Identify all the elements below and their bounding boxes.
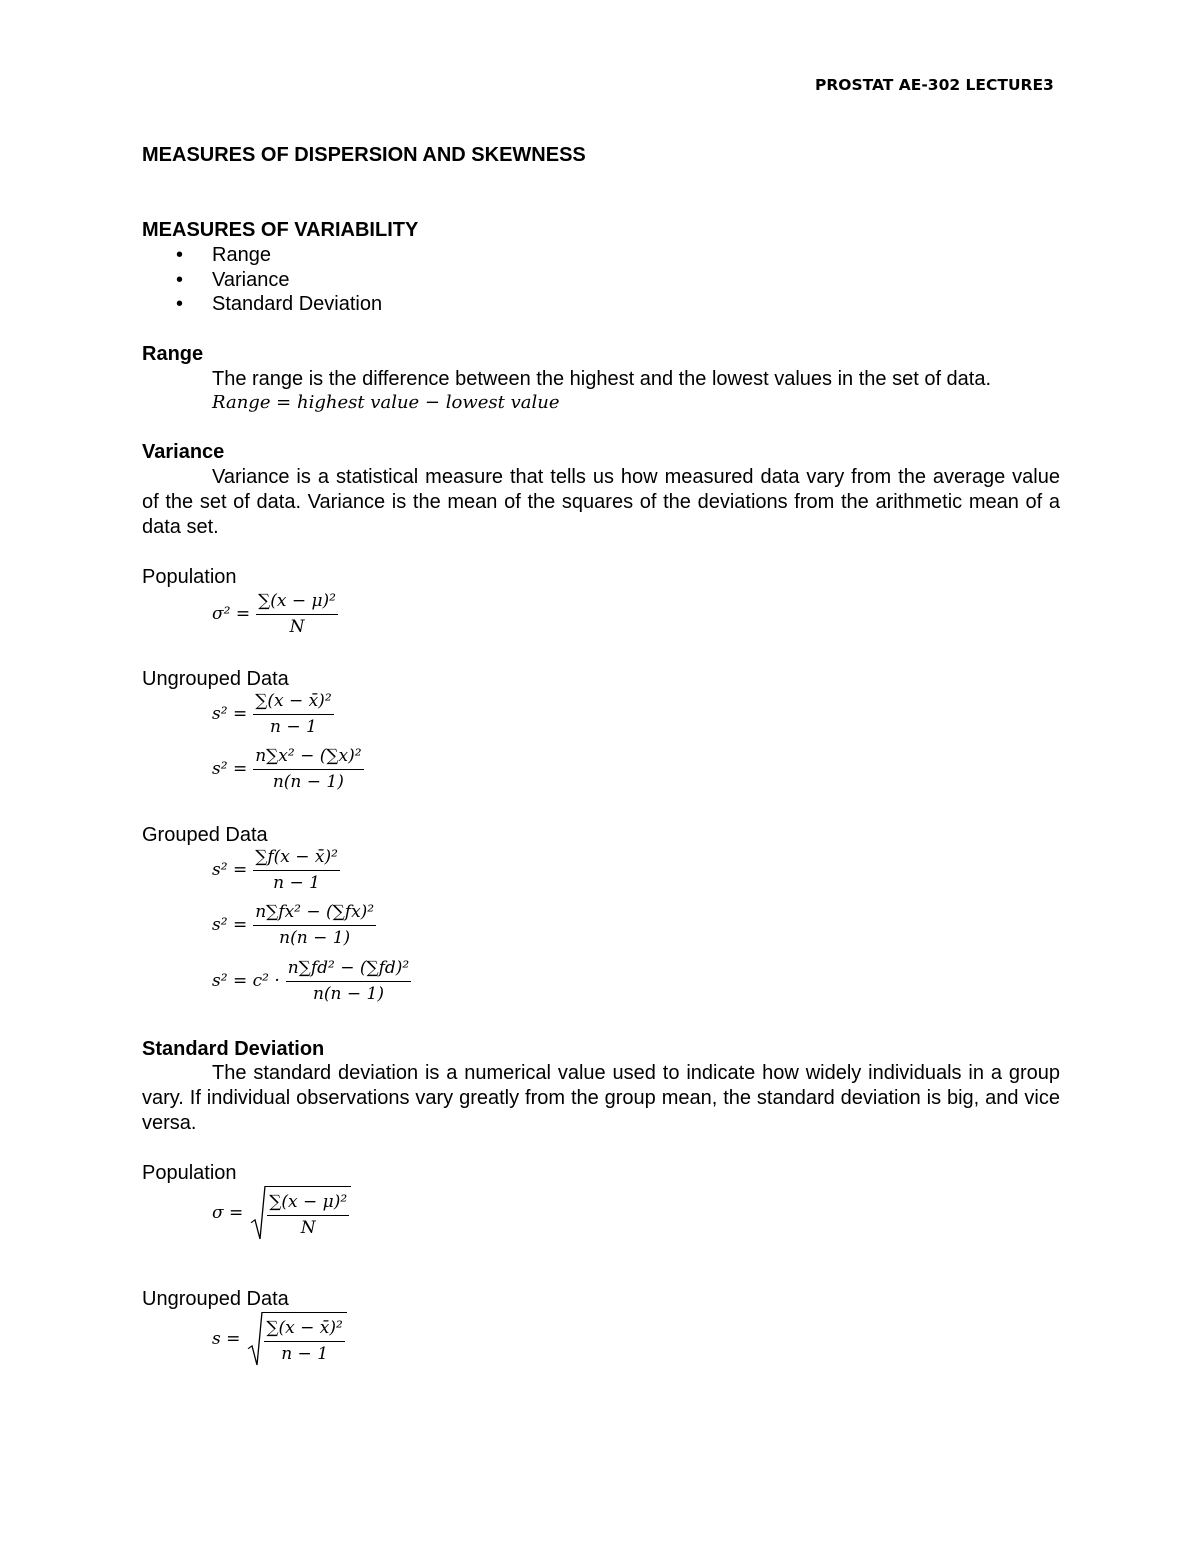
variance-grouped-formula-3 <box>212 957 411 1005</box>
range-formula: Range = highest value − lowest value <box>212 392 560 413</box>
list-item <box>176 268 382 293</box>
std-dev-population-formula <box>212 1186 351 1239</box>
variance-grouped-label: Grouped Data <box>142 824 268 846</box>
formula-fraction <box>253 745 363 793</box>
variance-description: Variance is a statistical measure that tells us how measured data vary from the average value of the set of data. Variance is the mean of the squares of the deviations from the arithmetic mean of a data set. <box>142 466 1060 538</box>
formula-denominator: n(n − 1) <box>312 984 384 1004</box>
variance-ungrouped-label: Ungrouped Data <box>142 668 289 690</box>
formula-fraction <box>286 957 412 1005</box>
radical-sign-icon <box>251 1186 265 1239</box>
formula-lhs: σ² = <box>212 604 251 624</box>
bullet-icon: • <box>176 244 184 266</box>
variance-grouped-formula-2 <box>212 901 376 949</box>
square-root <box>248 1312 346 1365</box>
variance-ungrouped-formula-2 <box>212 745 364 793</box>
range-heading: Range <box>142 343 204 365</box>
formula-numerator: ∑(x − μ)² <box>267 1191 349 1216</box>
formula-numerator: ∑(x − μ)² <box>256 590 338 615</box>
formula-fraction <box>267 1191 349 1239</box>
variance-population-formula <box>212 590 338 638</box>
std-dev-description: The standard deviation is a numerical value used to indicate how widely individuals in a group vary. If individual observations vary greatly from the group mean, the standard deviation is big, and vice versa. <box>142 1062 1060 1134</box>
formula-lhs: s² = <box>212 704 248 724</box>
list-item-label: Variance <box>212 268 290 291</box>
variance-heading: Variance <box>142 441 225 463</box>
formula-fraction <box>253 901 376 949</box>
range-description: The range is the difference between the highest and the lowest values in the set of data. <box>212 368 992 390</box>
std-dev-ungrouped-label: Ungrouped Data <box>142 1288 289 1310</box>
list-item <box>176 292 382 317</box>
radicand <box>265 1186 351 1239</box>
formula-lhs: s² = c² · <box>212 971 280 991</box>
formula-denominator: N <box>289 617 305 637</box>
formula-denominator: n − 1 <box>270 717 317 737</box>
variance-grouped-formula-1 <box>212 846 340 894</box>
std-dev-ungrouped-formula <box>212 1312 347 1365</box>
formula-numerator: n∑fd² − (∑fd)² <box>286 957 412 982</box>
formula-numerator: ∑(x − x̄)² <box>264 1317 344 1342</box>
document-title: MEASURES OF DISPERSION AND SKEWNESS <box>142 144 586 166</box>
list-item <box>176 243 382 268</box>
formula-denominator: n(n − 1) <box>272 772 344 792</box>
list-item-label: Range <box>212 244 271 266</box>
formula-fraction <box>256 590 338 638</box>
square-root <box>251 1186 351 1239</box>
radicand <box>262 1312 346 1365</box>
std-dev-heading: Standard Deviation <box>142 1038 325 1060</box>
page-header: PROSTAT AE-302 LECTURE3 <box>815 76 1054 94</box>
formula-lhs: s² = <box>212 860 248 880</box>
bullet-icon: • <box>176 293 184 315</box>
variance-ungrouped-formula-1 <box>212 690 334 738</box>
formula-lhs: s = <box>212 1328 241 1349</box>
formula-numerator: n∑fx² − (∑fx)² <box>253 901 376 926</box>
formula-denominator: N <box>300 1218 316 1238</box>
radical-sign-icon <box>248 1312 262 1365</box>
formula-numerator: ∑f(x − x̄)² <box>253 846 340 871</box>
variance-population-label: Population <box>142 566 237 588</box>
formula-denominator: n − 1 <box>281 1344 329 1364</box>
formula-denominator: n − 1 <box>273 873 320 893</box>
formula-fraction <box>253 846 340 894</box>
formula-lhs: s² = <box>212 915 248 935</box>
std-dev-population-label: Population <box>142 1162 237 1184</box>
formula-numerator: ∑(x − x̄)² <box>253 690 333 715</box>
formula-fraction <box>253 690 333 738</box>
formula-denominator: n(n − 1) <box>279 928 351 948</box>
variability-list <box>176 243 382 317</box>
variability-heading: MEASURES OF VARIABILITY <box>142 219 419 241</box>
formula-numerator: n∑x² − (∑x)² <box>253 745 363 770</box>
formula-lhs: s² = <box>212 759 248 779</box>
formula-lhs: σ = <box>212 1202 244 1223</box>
list-item-label: Standard Deviation <box>212 293 383 315</box>
bullet-icon: • <box>176 268 184 291</box>
formula-fraction <box>264 1317 344 1365</box>
